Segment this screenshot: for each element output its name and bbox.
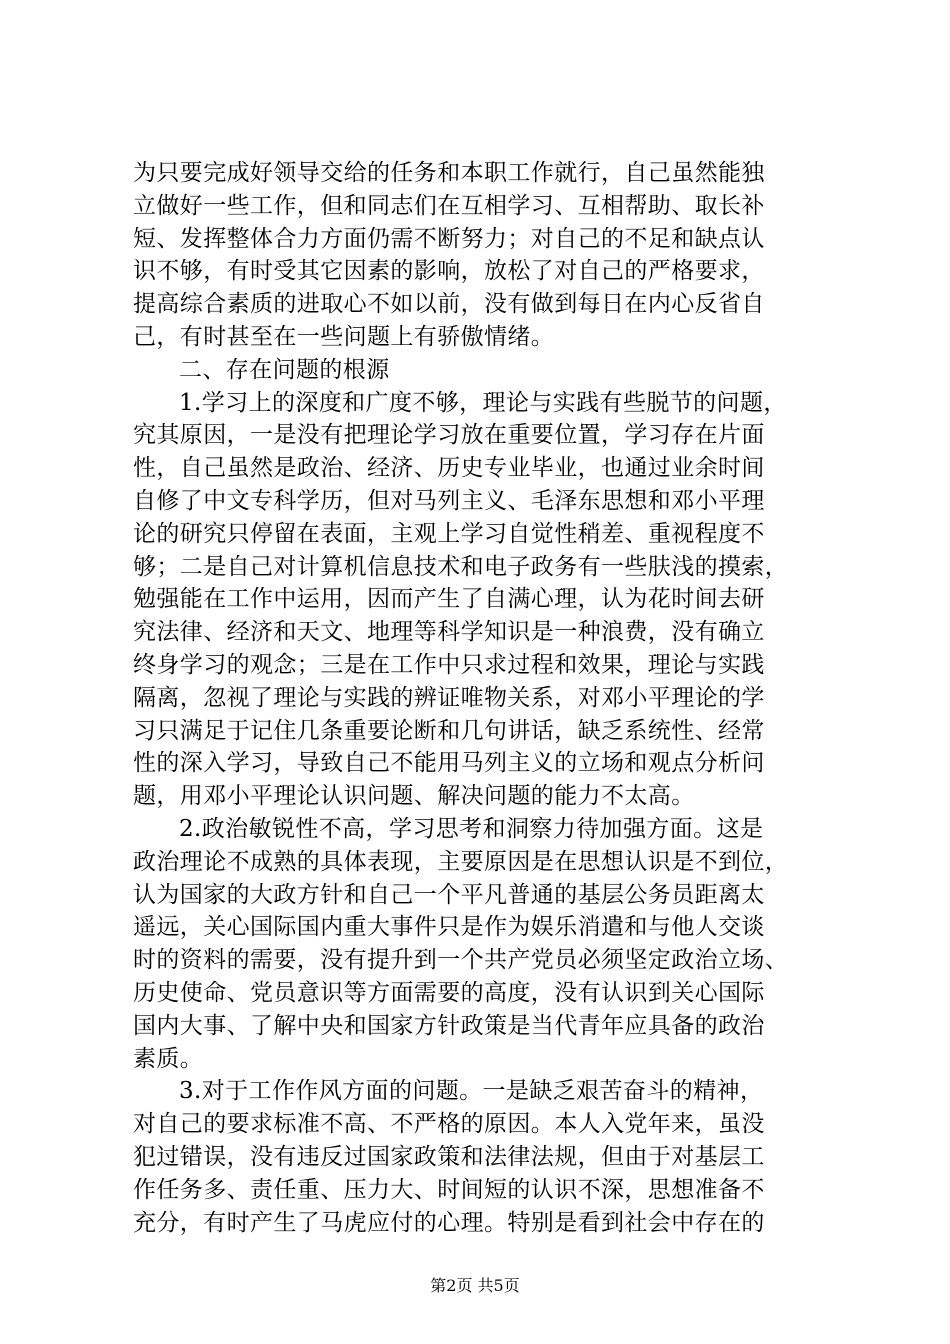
text-line: 论的研究只停留在表面，主观上学习自觉性稍差、重视程度不 — [133, 520, 765, 547]
text-line: 素质。 — [133, 1045, 204, 1072]
document-body — [133, 157, 823, 1239]
text-line: 3.对于工作作风方面的问题。一是缺乏艰苦奋斗的精神， — [179, 1078, 764, 1105]
text-line: 作任务多、责任重、压力大、时间短的认识不深，思想准备不 — [133, 1176, 765, 1203]
text-line: 提高综合素质的进取心不如以前，没有做到每日在内心反省自 — [133, 291, 765, 318]
text-line: 犯过错误，没有违反过国家政策和法律法规，但由于对基层工 — [133, 1143, 765, 1170]
section-heading: 二、存在问题的根源 — [179, 356, 390, 383]
text-line: 时的资料的需要，没有提升到一个共产党员必须坚定政治立场、 — [133, 947, 789, 974]
text-line: 为只要完成好领导交给的任务和本职工作就行，自己虽然能独 — [133, 160, 765, 186]
text-line: 1.学习上的深度和广度不够，理论与实践有些脱节的问题， — [179, 389, 787, 416]
text-line: 历史使命、党员意识等方面需要的高度，没有认识到关心国际 — [133, 979, 765, 1006]
text-line: 终身学习的观念；三是在工作中只求过程和效果，理论与实践 — [133, 651, 765, 678]
text-line: 习只满足于记住几条重要论断和几句讲话，缺乏系统性、经常 — [133, 717, 765, 744]
text-line: 充分，有时产生了马虎应付的心理。特别是看到社会中存在的 — [133, 1209, 765, 1236]
text-line: 对自己的要求标准不高、不严格的原因。本人入党年来，虽没 — [133, 1111, 765, 1138]
text-line: 性，自己虽然是政治、经济、历史专业毕业，也通过业余时间 — [133, 455, 765, 482]
text-line: 识不够，有时受其它因素的影响，放松了对自己的严格要求， — [133, 258, 765, 285]
text-line: 究法律、经济和天文、地理等科学知识是一种浪费，没有确立 — [133, 619, 765, 646]
text-line: 够；二是自己对计算机信息技术和电子政务有一些肤浅的摸索， — [133, 553, 789, 580]
text-line: 性的深入学习，导致自己不能用马列主义的立场和观点分析问 — [133, 750, 765, 777]
text-line: 国内大事、了解中央和国家方针政策是当代青年应具备的政治 — [133, 1012, 765, 1039]
text-line: 己，有时甚至在一些问题上有骄傲情绪。 — [133, 323, 555, 350]
text-line: 2.政治敏锐性不高，学习思考和洞察力待加强方面。这是 — [179, 815, 764, 842]
text-line: 立做好一些工作，但和同志们在互相学习、互相帮助、取长补 — [133, 192, 765, 219]
text-line: 短、发挥整体合力方面仍需不断努力；对自己的不足和缺点认 — [133, 225, 765, 252]
text-line: 勉强能在工作中运用，因而产生了自满心理，认为花时间去研 — [133, 586, 765, 613]
text-line: 遥远，关心国际国内重大事件只是作为娱乐消遣和与他人交谈 — [133, 914, 765, 941]
page-number-footer: 第2页 共5页 — [430, 1276, 520, 1295]
text-line: 认为国家的大政方针和自己一个平凡普通的基层公务员距离太 — [133, 881, 765, 908]
text-line: 隔离，忽视了理论与实践的辨证唯物关系，对邓小平理论的学 — [133, 684, 765, 711]
text-line: 题，用邓小平理论认识问题、解决问题的能力不太高。 — [133, 783, 695, 810]
text-line: 自修了中文专科学历，但对马列主义、毛泽东思想和邓小平理 — [133, 487, 765, 514]
text-line: 政治理论不成熟的具体表现，主要原因是在思想认识是不到位， — [133, 848, 789, 875]
text-line: 究其原因，一是没有把理论学习放在重要位置，学习存在片面 — [133, 422, 765, 449]
